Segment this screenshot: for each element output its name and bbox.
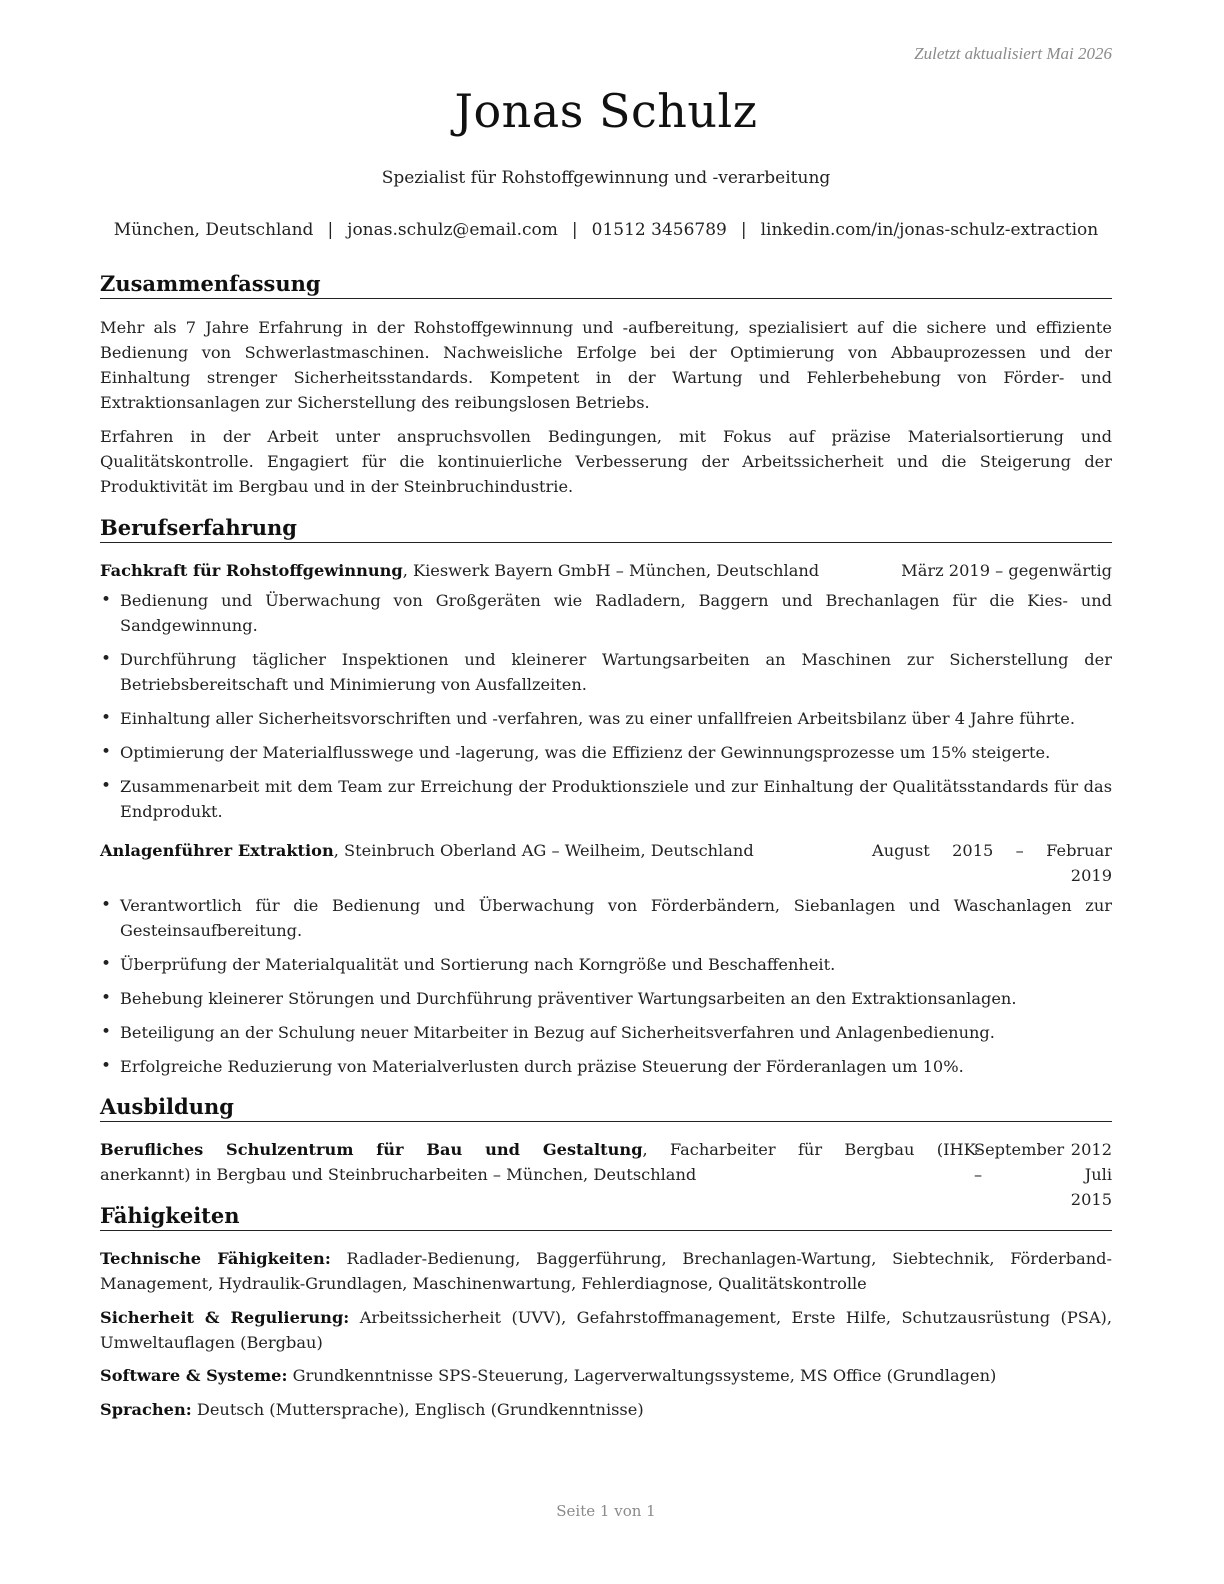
skill-label: Sprachen:: [100, 1400, 192, 1419]
job-bullet: • Beteiligung an der Schulung neuer Mitarbeiter in Bezug auf Sicherheitsverfahren und Anlagenbedienung.: [100, 1020, 1112, 1045]
job-bullet: • Bedienung und Überwachung von Großgeräten wie Radladern, Baggern und Brechanlagen für die Kies- und Sandgewinnung.: [100, 588, 1112, 638]
section-title-experience: Berufserfahrung: [100, 515, 1112, 543]
skill-row: [100, 1363, 1112, 1388]
job-organization: , Steinbruch Oberland AG – Weilheim, Deutschland: [333, 841, 754, 860]
job-bullet: • Optimierung der Materialflusswege und -lagerung, was die Effizienz der Gewinnungsprozesse um 15% steigerte.: [100, 740, 1112, 765]
job-dates: März 2019 – gegenwärtig: [901, 561, 1112, 580]
education-school: Berufliches Schulzentrum für Bau und Gestaltung: [100, 1140, 643, 1159]
section-title-education: Ausbildung: [100, 1094, 1112, 1122]
job-bullet: • Zusammenarbeit mit dem Team zur Erreichung der Produktionsziele und zur Einhaltung der Qualitätsstandards für das Endprodukt.: [100, 774, 1112, 824]
section-title-summary: Zusammenfassung: [100, 271, 1112, 299]
contact-location: München, Deutschland: [113, 220, 314, 240]
skill-row: [100, 1397, 1112, 1422]
page-footer: Seite 1 von 1: [556, 1502, 656, 1520]
job-bullet: • Verantwortlich für die Bedienung und Überwachung von Förderbändern, Siebanlagen und Waschanlagen zur Gesteinsaufbereitung.: [100, 893, 1112, 943]
skill-label: Sicherheit & Regulierung:: [100, 1308, 350, 1327]
skill-text: Deutsch (Muttersprache), Englisch (Grundkenntnisse): [196, 1400, 644, 1419]
job-dates: [872, 838, 1112, 888]
skill-text: Radlader-Bedienung, Baggerführung, Brechanlagen-Wartung, Siebtechnik, Förderband-Management, Hydraulik-Grundlagen, Maschinenwartung, Fehlerdiagnose, Qualitätskontrolle: [100, 1249, 1112, 1293]
skill-text: Arbeitssicherheit (UVV), Gefahrstoffmanagement, Erste Hilfe, Schutzausrüstung (PSA), Umweltauflagen (Bergbau): [100, 1308, 1113, 1352]
job-bullet: • Behebung kleinerer Störungen und Durchführung präventiver Wartungsarbeiten an den Extraktionsanlagen.: [100, 986, 1112, 1011]
education-dates-line-2: 2015: [1070, 1190, 1112, 1209]
job-title: Anlagenführer Extraktion: [100, 841, 334, 860]
education-line-1: [100, 1137, 980, 1162]
skill-row: [100, 1305, 1112, 1355]
education-dates-line-1: September 2012 – Juli: [974, 1140, 1112, 1184]
contact-linkedin[interactable]: linkedin.com/in/jonas-schulz-extraction: [760, 220, 1099, 240]
skill-label: Technische Fähigkeiten:: [100, 1249, 331, 1268]
contact-email[interactable]: jonas.schulz@email.com: [347, 220, 558, 240]
last-updated: Zuletzt aktualisiert Mai 2026: [914, 44, 1112, 63]
summary-paragraph-1: Mehr als 7 Jahre Erfahrung in der Rohstoffgewinnung und -aufbereitung, spezialisiert auf die sichere und effiziente Bedienung von Schwerlastmaschinen. Nachweisliche Erfolge bei der Optimierung von Abbauprozessen und der Einhaltung strenger Sicherheitsstandards. Kompetent in der Wartung und Fehlerbehebung von Förder- und Extraktionsanlagen zur Sicherstellung des reibungslosen Betriebs.: [100, 318, 1112, 412]
job-bullet: • Erfolgreiche Reduzierung von Materialverlusten durch präzise Steuerung der Förderanlagen um 10%.: [100, 1054, 1112, 1079]
job-organization: , Kieswerk Bayern GmbH – München, Deutschland: [402, 561, 820, 580]
candidate-name: Jonas Schulz: [454, 84, 758, 138]
contact-phone[interactable]: 01512 3456789: [591, 220, 727, 240]
contact-separator: |: [571, 220, 578, 240]
skill-label: Software & Systeme:: [100, 1366, 288, 1385]
education-degree: , Facharbeiter für Bergbau (IHK-: [642, 1140, 980, 1159]
job-bullet: • Überprüfung der Materialqualität und Sortierung nach Korngröße und Beschaffenheit.: [100, 952, 1112, 977]
job-header: [100, 558, 1112, 583]
skill-row: [100, 1246, 1112, 1296]
job-dates-line-1: August 2015 – Februar: [872, 841, 1112, 860]
education-dates: [974, 1137, 1112, 1212]
job-header: [100, 838, 1112, 885]
resume-page: [100, 0, 1112, 1584]
summary-paragraph-2: Erfahren in der Arbeit unter anspruchsvollen Bedingungen, mit Fokus auf präzise Materialsortierung und Qualitätskontrolle. Engagiert für die kontinuierliche Verbesserung der Arbeitssicherheit und die Steigerung der Produktivität im Bergbau und in der Steinbruchindustrie.: [100, 427, 1112, 496]
job-bullet-list: [100, 588, 1112, 833]
job-bullet: • Einhaltung aller Sicherheitsvorschriften und -verfahren, was zu einer unfallfreien Arbeitsbilanz über 4 Jahre führte.: [100, 706, 1112, 731]
contact-separator: |: [327, 220, 334, 240]
job-bullet: • Durchführung täglicher Inspektionen und kleinerer Wartungsarbeiten an Maschinen zur Sicherstellung der Betriebsbereitschaft und Minimierung von Ausfallzeiten.: [100, 647, 1112, 697]
skill-text: Grundkenntnisse SPS-Steuerung, Lagerverwaltungssysteme, MS Office (Grundlagen): [292, 1366, 997, 1385]
contact-separator: |: [740, 220, 747, 240]
job-dates-line-2: 2019: [1070, 866, 1112, 885]
candidate-subtitle: Spezialist für Rohstoffgewinnung und -verarbeitung: [381, 168, 831, 188]
contact-line: [100, 220, 1112, 240]
section-title-skills: Fähigkeiten: [100, 1203, 1112, 1231]
job-title: Fachkraft für Rohstoffgewinnung: [100, 561, 403, 580]
job-bullet-list: [100, 893, 1112, 1088]
education-entry: [100, 1137, 1112, 1209]
education-line-2: anerkannt) in Bergbau und Steinbrucharbeiten – München, Deutschland: [100, 1165, 697, 1184]
